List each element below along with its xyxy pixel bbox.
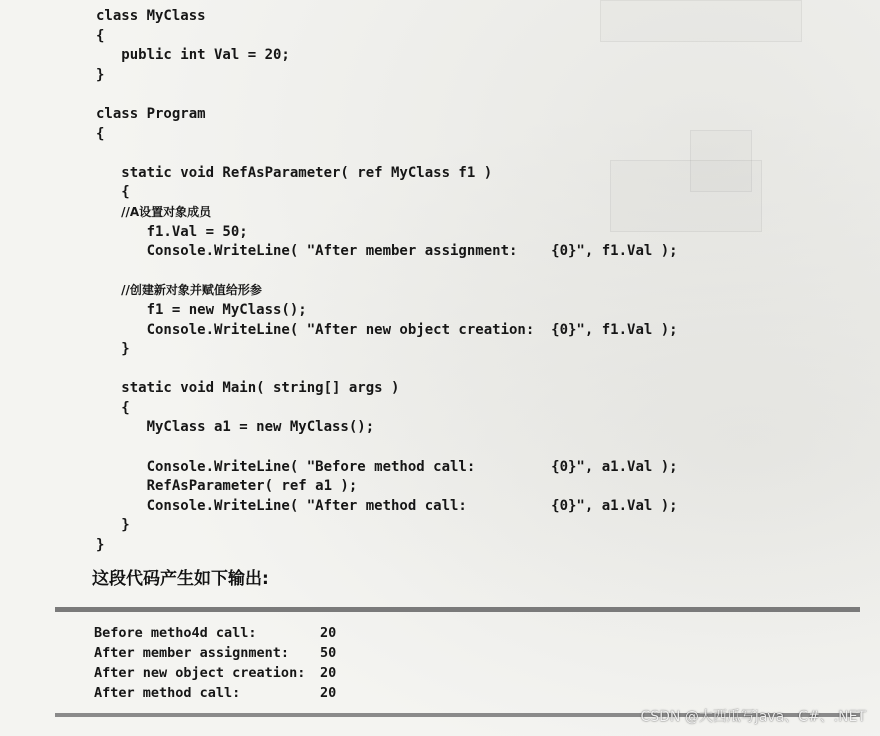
output-label: After method call: bbox=[94, 685, 241, 701]
code-line: { bbox=[96, 399, 130, 416]
code-line: { bbox=[96, 184, 130, 201]
code-line bbox=[96, 360, 678, 380]
output-row bbox=[94, 683, 336, 703]
code-line: static void RefAsParameter( ref MyClass f1 ) bbox=[96, 164, 493, 181]
code-line: static void Main( string[] args ) bbox=[96, 380, 400, 397]
output-label: After new object creation: bbox=[94, 665, 306, 681]
output-value: 20 bbox=[320, 625, 337, 641]
output-label: Before metho4d call: bbox=[94, 625, 257, 641]
code-line: { bbox=[96, 27, 105, 44]
code-line: } bbox=[96, 537, 105, 554]
code-line bbox=[96, 262, 678, 282]
code-line: f1 = new MyClass(); bbox=[96, 301, 307, 318]
code-line bbox=[96, 144, 678, 164]
output-value: 20 bbox=[320, 665, 337, 681]
output-row bbox=[94, 623, 336, 643]
code-line: //A设置对象成员 bbox=[96, 204, 212, 219]
code-line: Console.WriteLine( "After method call: {0}", a1.Val ); bbox=[96, 497, 678, 514]
code-line bbox=[96, 438, 678, 458]
code-listing bbox=[96, 7, 678, 556]
code-line: class MyClass bbox=[96, 8, 206, 24]
code-line: } bbox=[96, 341, 130, 358]
output-value: 20 bbox=[320, 685, 337, 701]
code-line: Console.WriteLine( "After member assignment: {0}", f1.Val ); bbox=[96, 243, 678, 260]
output-row bbox=[94, 643, 336, 663]
output-top-rule bbox=[55, 607, 860, 612]
code-line: Console.WriteLine( "After new object creation: {0}", f1.Val ); bbox=[96, 321, 678, 338]
code-line: } bbox=[96, 66, 105, 83]
output-intro-text: 这段代码产生如下输出: bbox=[92, 569, 269, 589]
output-value: 50 bbox=[320, 645, 337, 661]
watermark: CSDN @大西瓜写java、C#、.NET bbox=[640, 709, 866, 725]
code-line: } bbox=[96, 517, 130, 534]
code-line bbox=[96, 85, 678, 105]
code-line: Console.WriteLine( "Before method call: {0}", a1.Val ); bbox=[96, 458, 678, 475]
code-line: RefAsParameter( ref a1 ); bbox=[96, 478, 358, 495]
code-line: f1.Val = 50; bbox=[96, 223, 248, 240]
code-line: //创建新对象并赋值给形参 bbox=[96, 283, 262, 298]
code-line: { bbox=[96, 125, 105, 142]
output-row bbox=[94, 663, 336, 683]
code-line: public int Val = 20; bbox=[96, 47, 290, 64]
code-line: class Program bbox=[96, 105, 206, 122]
code-line: MyClass a1 = new MyClass(); bbox=[96, 419, 375, 436]
output-label: After member assignment: bbox=[94, 645, 290, 661]
program-output bbox=[94, 623, 336, 703]
